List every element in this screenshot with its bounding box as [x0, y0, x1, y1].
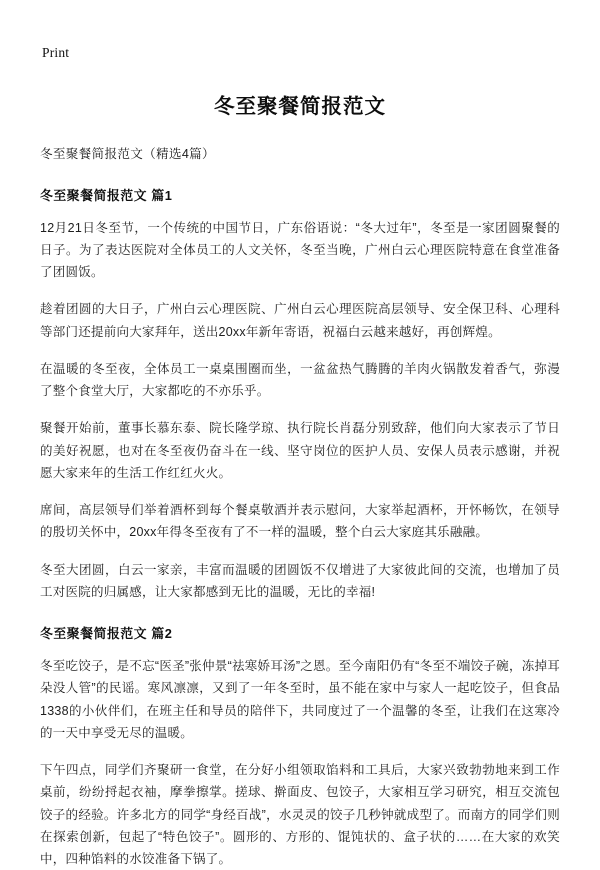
paragraph: 下午四点，同学们齐聚研一食堂，在分好小组领取馅料和工具后，大家兴致勃勃地来到工作桌前，纷纷捋起衣袖，摩拳擦掌。搓球、擀面皮、包饺子，大家相互学习研究，相互交流包饺子的经验。许多北方的同学“身经百战”，水灵灵的饺子几秒钟就成型了。而南方的同学们则在探索创新，包起了“特色饺子”。圆形的、方形的、馄饨状的、盒子状的……在大家的欢笑中，四种馅料的水饺准备下锅了。 — [40, 763, 560, 867]
section-heading-1: 冬至聚餐简报范文 篇1 — [40, 187, 173, 203]
print-button[interactable]: Print — [42, 45, 70, 60]
paragraph: 冬至大团圆，白云一家亲，丰富而温暖的团圆饭不仅增进了大家彼此间的交流，也增加了员工对医院的归属感，让大家都感到无比的温暖，无比的幸福! — [40, 562, 560, 599]
paragraph: 在温暖的冬至夜，全体员工一桌桌围圈而坐，一盆盆热气腾腾的羊肉火锅散发着香气，弥漫了整个食堂大厅，大家都吃的不亦乐乎。 — [40, 361, 560, 399]
paragraph: 12月21日冬至节，一个传统的中国节日，广东俗语说：“冬大过年”，冬至是一家团圆聚餐的日子。为了表达医院对全体员工的人文关怀，冬至当晚，广州白云心理医院特意在食堂准备了团圆饭。 — [40, 220, 560, 280]
paragraph: 席间，高层领导们举着酒杯到每个餐桌敬酒并表示慰问，大家举起酒杯，开怀畅饮，在领导的殷切关怀中，20xx年得冬至夜有了不一样的温暖，整个白云大家庭其乐融融。 — [40, 503, 560, 540]
paragraph: 聚餐开始前，董事长慕东泰、院长隆学琼、执行院长肖磊分别致辞，他们向大家表示了节日的美好祝愿，也对在冬至夜仍奋斗在一线、坚守岗位的医护人员、安保人员表示感谢，并祝愿大家来年的生活工作红红火火。 — [40, 421, 560, 480]
paragraph: 冬至吃饺子，是不忘“医圣”张仲景“祛寒娇耳汤”之恩。至今南阳仍有“冬至不端饺子碗，冻掉耳朵没人管”的民谣。寒风凛凛，又到了一年冬至时，虽不能在家中与家人一起吃饺子，但食品1338的小伙伴们，在班主任和导员的陪伴下，共同度过了一个温馨的冬至，让我们在这寒冷的一天中享受无尽的温暖。 — [40, 659, 560, 740]
page-title: 冬至聚餐简报范文 — [214, 95, 386, 118]
paragraph: 趁着团圆的大日子，广州白云心理医院、广州白云心理医院高层领导、安全保卫科、心理科等部门还提前向大家拜年，送出20xx年新年寄语，祝福白云越来越好，再创辉煌。 — [40, 302, 560, 339]
document-subtitle: 冬至聚餐简报范文（精选4篇） — [40, 147, 215, 161]
section-heading-2: 冬至聚餐简报范文 篇2 — [40, 626, 173, 642]
